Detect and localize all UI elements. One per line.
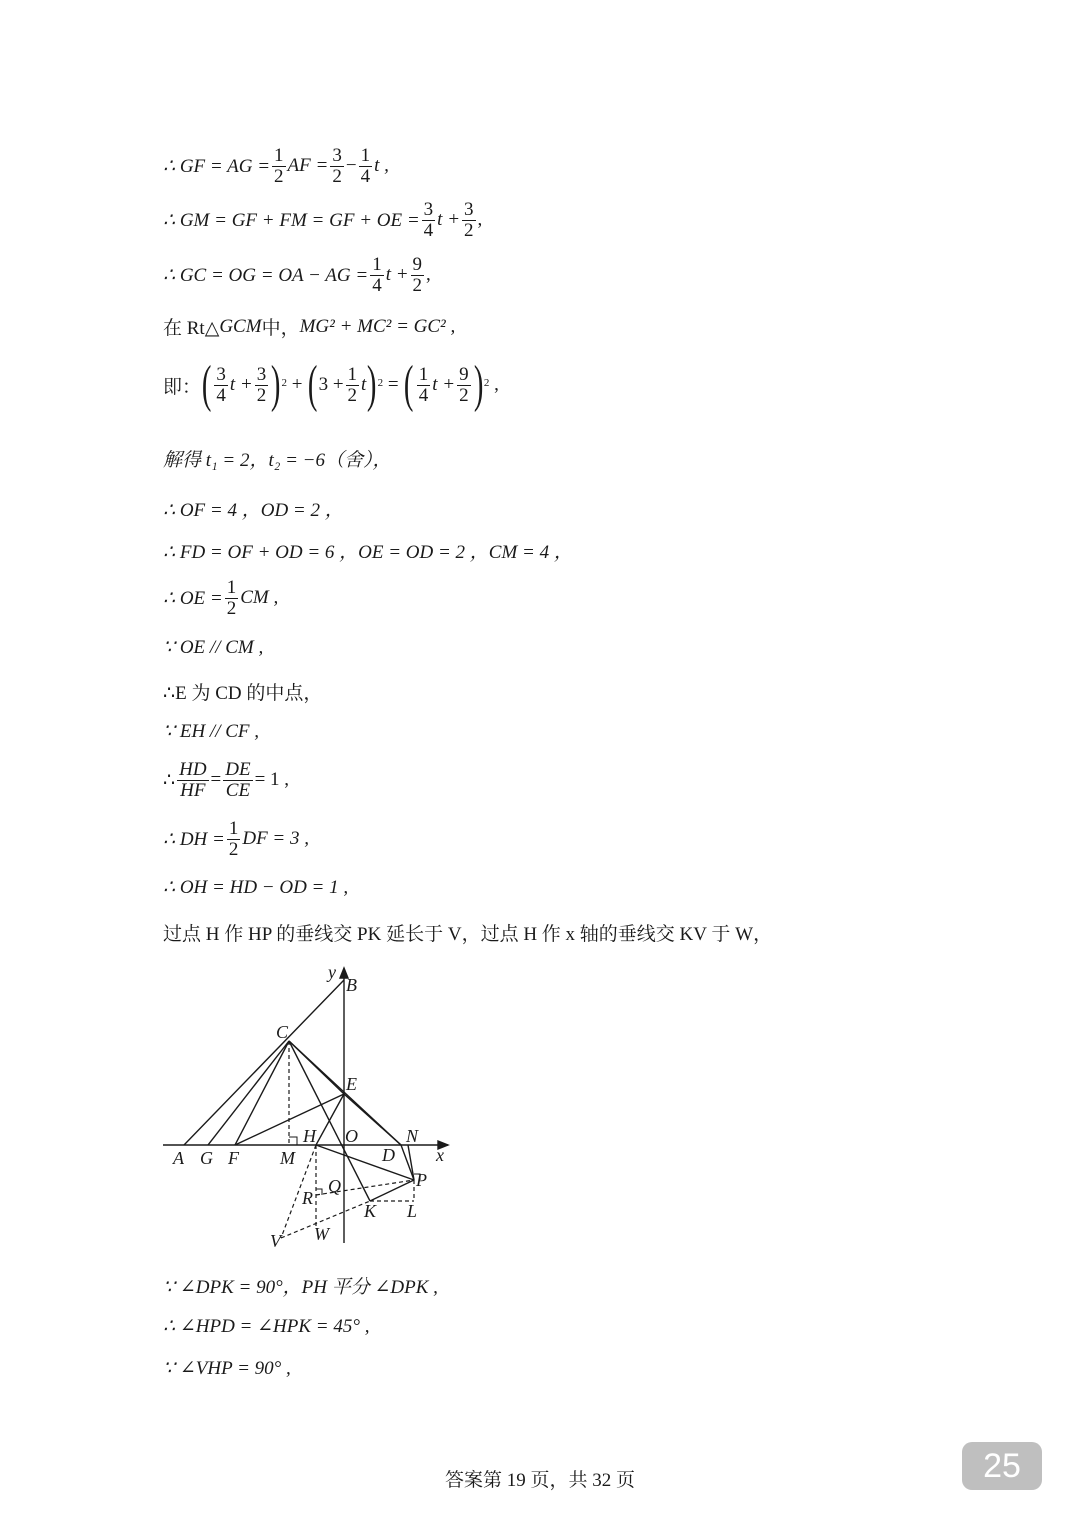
label-n: N	[406, 1126, 419, 1146]
fraction	[255, 365, 269, 406]
line-oe-half	[163, 578, 278, 619]
text: ∴ OF = 4 ，OD = 2 ，	[163, 500, 344, 521]
line-oh	[163, 876, 348, 899]
paren: (	[404, 356, 414, 413]
label-p: P	[416, 1170, 427, 1190]
numerator: 1	[228, 818, 239, 839]
text: ∵ OE // CM ,	[163, 637, 264, 658]
exponent: 2	[281, 377, 288, 389]
line-of-od	[163, 495, 344, 522]
label-b: B	[346, 975, 357, 995]
line-gc	[163, 255, 431, 296]
text: = 1 ,	[254, 769, 290, 791]
text: DF = 3 ,	[242, 828, 310, 850]
text: CM ,	[240, 587, 279, 609]
text: MG² + MC² = GC² ,	[299, 315, 456, 337]
text: ∴ GM = GF + FM = GF + OE =	[163, 209, 420, 231]
label-d: D	[382, 1145, 395, 1165]
segment-dp	[401, 1145, 414, 1180]
paren: (	[201, 356, 212, 413]
fraction	[462, 200, 476, 241]
paren: )	[473, 356, 483, 413]
page-footer: 答案第 19 页，共 32 页	[444, 1470, 635, 1491]
numerator: 9	[412, 254, 423, 275]
text: 中，	[261, 318, 300, 339]
line-eh-parallel	[163, 720, 259, 743]
text: ∴ GF = AG =	[163, 155, 271, 177]
text: 3 +	[318, 374, 344, 395]
label-f: F	[228, 1148, 239, 1168]
text: ∵ ∠VHP = 90° ,	[163, 1358, 291, 1379]
numerator: 3	[256, 363, 267, 385]
fraction	[177, 760, 208, 801]
line-fd	[163, 537, 573, 564]
line-ratio	[163, 760, 289, 801]
line-angle-hpd	[163, 1315, 369, 1338]
paren: )	[271, 356, 281, 413]
text: =	[210, 769, 222, 791]
numerator: 3	[216, 363, 226, 385]
exponent: 2	[483, 377, 490, 389]
segment-gc	[208, 1041, 289, 1145]
label-c: C	[276, 1022, 289, 1042]
numerator: 1	[347, 363, 358, 385]
label-o: O	[345, 1126, 358, 1146]
text: ,	[426, 264, 431, 286]
label-e: E	[346, 1074, 357, 1094]
denominator: 4	[216, 384, 226, 406]
line-e-midpoint	[163, 678, 322, 705]
line-construction	[163, 919, 772, 946]
segment-ab	[184, 980, 344, 1145]
numerator: 3	[464, 199, 474, 220]
fraction	[272, 146, 286, 187]
fraction	[359, 146, 373, 187]
text: 解得 t₁ = 2，t₂ = −6（舍），	[163, 450, 392, 471]
exponent: 2	[377, 377, 384, 389]
denominator: 4	[423, 219, 434, 241]
fraction	[330, 146, 344, 187]
numerator: 1	[274, 145, 284, 166]
label-r: R	[302, 1188, 313, 1208]
denominator: 2	[228, 838, 239, 860]
fraction	[457, 365, 471, 406]
line-oe-parallel	[163, 636, 263, 659]
text: 在 Rt△	[163, 318, 220, 339]
page-number-badge: 25	[962, 1442, 1042, 1490]
line-angle-vhp	[163, 1357, 291, 1380]
numerator: 1	[360, 145, 371, 166]
denominator: HF	[180, 779, 206, 801]
numerator: 1	[226, 577, 237, 598]
denominator: CE	[225, 779, 251, 801]
fraction	[214, 365, 228, 406]
line-solution	[163, 445, 391, 472]
line-equation	[163, 356, 499, 413]
paren: )	[367, 356, 377, 413]
fraction	[422, 200, 436, 241]
label-g: G	[200, 1148, 213, 1168]
line-dh	[163, 819, 309, 860]
line-gm	[163, 200, 482, 241]
line-gf	[163, 146, 389, 187]
label-y: y	[328, 962, 336, 982]
label-l: L	[407, 1201, 418, 1221]
right-angle-mark-m	[289, 1137, 297, 1145]
segment-kp	[370, 1180, 414, 1201]
numerator: 1	[372, 254, 382, 275]
paren: (	[308, 356, 318, 413]
denominator: 4	[372, 274, 382, 296]
text: ,	[489, 374, 499, 395]
fraction	[417, 365, 431, 406]
text: ∴ ∠HPD = ∠HPK = 45° ,	[163, 1316, 370, 1337]
text: AF =	[287, 155, 329, 177]
denominator: 2	[459, 384, 469, 406]
text: t ,	[374, 155, 389, 177]
text: t	[361, 374, 367, 395]
denominator: 2	[464, 219, 474, 241]
fraction	[227, 819, 241, 860]
label-q: Q	[328, 1176, 341, 1196]
segment-hp	[316, 1145, 414, 1180]
text: −	[345, 155, 357, 177]
text: ∵ ∠DPK = 90°，PH 平分 ∠DPK ,	[163, 1277, 438, 1298]
label-a: A	[173, 1148, 184, 1168]
label-h: H	[303, 1126, 316, 1146]
label-m: M	[280, 1148, 295, 1168]
text: t +	[385, 264, 409, 286]
fraction	[223, 760, 252, 801]
text: ∴	[163, 769, 176, 791]
text: ∴ OH = HD − OD = 1 ,	[163, 877, 349, 898]
denominator: 2	[256, 384, 267, 406]
denominator: 2	[226, 597, 237, 619]
label-k: K	[364, 1201, 377, 1221]
label-x: x	[436, 1145, 444, 1165]
line-angle-dpk	[163, 1272, 438, 1299]
denominator: 2	[347, 384, 358, 406]
text: ,	[477, 209, 483, 231]
text: GCM	[219, 315, 262, 337]
text: t +	[229, 374, 253, 395]
geometry-figure	[158, 958, 458, 1248]
label-w: W	[314, 1224, 329, 1244]
text: t +	[437, 209, 461, 231]
text: ∵ EH // CF ,	[163, 721, 260, 742]
denominator: 2	[332, 165, 342, 187]
text: ∴ FD = OF + OD = 6 ，OE = OD = 2 ，CM = 4 ，	[163, 542, 573, 563]
fraction	[370, 255, 384, 296]
line-rt-triangle	[163, 313, 455, 340]
text: ∴E 为 CD 的中点，	[163, 683, 323, 704]
text: ∴ OE =	[163, 587, 223, 609]
denominator: 4	[360, 165, 371, 187]
text: ∴ DH =	[163, 828, 225, 850]
denominator: 4	[418, 384, 429, 406]
numerator: DE	[225, 759, 251, 780]
numerator: HD	[179, 759, 207, 780]
fraction	[346, 365, 360, 406]
denominator: 2	[274, 165, 284, 187]
text: ∴ GC = OG = OA − AG =	[163, 264, 369, 286]
text: t +	[432, 374, 456, 395]
numerator: 3	[332, 145, 342, 166]
text: 过点 H 作 HP 的垂线交 PK 延长于 V，过点 H 作 x 轴的垂线交 KV 于 W，	[163, 924, 773, 945]
numerator: 9	[459, 363, 469, 385]
numerator: 1	[418, 363, 429, 385]
fraction	[411, 255, 425, 296]
label-v: V	[270, 1231, 281, 1248]
text: 即：	[163, 376, 202, 398]
segment-np	[408, 1145, 414, 1180]
text: +	[287, 374, 308, 395]
segment-fc	[235, 1041, 289, 1145]
numerator: 3	[423, 199, 434, 220]
text: =	[383, 374, 404, 395]
fraction	[225, 578, 239, 619]
denominator: 2	[412, 274, 423, 296]
